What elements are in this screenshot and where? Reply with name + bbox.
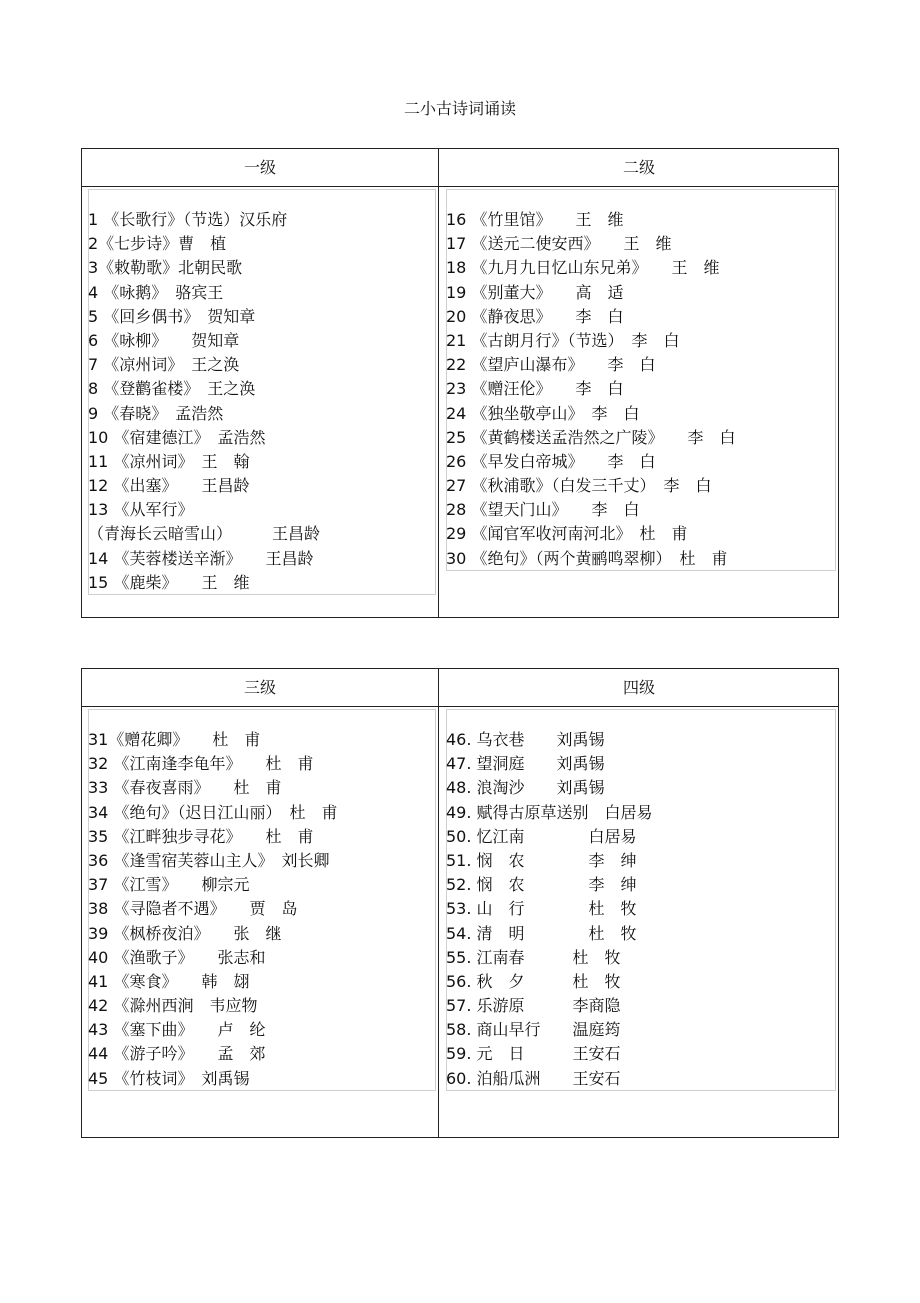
list-item: 47. 望洞庭 刘禹锡	[446, 754, 605, 774]
page-title: 二小古诗词诵读	[403, 99, 516, 118]
list-item: 19 《别董大》 高 适	[446, 282, 624, 302]
list-item: 28 《望天门山》 李 白	[446, 500, 640, 520]
list-item: 17 《送元二使安西》 王 维	[446, 234, 672, 254]
list-item: 9 《春晓》 孟浩然	[88, 403, 224, 423]
list-item: 13 《从军行》	[88, 500, 194, 520]
table-header-row	[82, 669, 838, 707]
list-item: 23 《赠汪伦》 李 白	[446, 379, 624, 399]
list-item: 58. 商山早行 温庭筠	[446, 1020, 621, 1040]
list-item: 27 《秋浦歌》（白发三千丈） 李 白	[446, 476, 712, 496]
list-item: 12 《出塞》 王昌龄	[88, 476, 250, 496]
list-item: 31《赠花卿》 杜 甫	[88, 730, 261, 749]
list-item: 7 《凉州词》 王之涣	[88, 355, 240, 375]
list-item: 57. 乐游原 李商隐	[446, 996, 621, 1016]
list-item: 21 《古朗月行》（节选） 李 白	[446, 330, 680, 350]
list-item: 48. 浪淘沙 刘禹锡	[446, 778, 605, 798]
list-item: 37 《江雪》 柳宗元	[88, 875, 250, 895]
list-item: 3《敕勒歌》北朝民歌	[88, 258, 243, 278]
list-item: 14 《芙蓉楼送辛渐》 王昌龄	[88, 548, 314, 568]
list-item: 35 《江畔独步寻花》 杜 甫	[88, 826, 314, 846]
list-item: 40 《渔歌子》 张志和	[88, 947, 266, 967]
list-item: 45 《竹枝词》 刘禹锡	[88, 1068, 250, 1088]
list-item: 33 《春夜喜雨》 杜 甫	[88, 778, 282, 798]
list-item: 52. 悯 农 李 绅	[446, 875, 637, 895]
list-item: 4 《咏鹅》 骆宾王	[88, 282, 224, 302]
list-item: 25 《黄鹤楼送孟浩然之广陵》 李 白	[446, 427, 736, 447]
column-header-level-2: 二级	[622, 158, 655, 177]
poem-list-level-2	[446, 208, 834, 571]
list-item: 24 《独坐敬亭山》 李 白	[446, 403, 640, 423]
list-item: 26 《早发白帝城》 李 白	[446, 451, 656, 471]
list-item: 8 《登鹳雀楼》 王之涣	[88, 379, 256, 399]
list-item: 16 《竹里馆》 王 维	[446, 210, 624, 229]
column-header-level-1: 一级	[243, 158, 276, 177]
list-item: 10 《宿建德江》 孟浩然	[88, 427, 266, 447]
list-item: 11 《凉州词》 王 翰	[88, 451, 250, 471]
list-item: 5 《回乡偶书》 贺知章	[88, 306, 256, 326]
list-item: 1 《长歌行》（节选）汉乐府	[88, 210, 288, 229]
table-header-row	[82, 149, 838, 187]
poem-table-1	[81, 148, 839, 618]
list-item: 55. 江南春 杜 牧	[446, 947, 621, 967]
list-item: 15 《鹿柴》 王 维	[88, 572, 250, 592]
list-item: 53. 山 行 杜 牧	[446, 899, 637, 919]
column-divider	[438, 149, 439, 617]
list-item: 36 《逢雪宿芙蓉山主人》 刘长卿	[88, 850, 330, 870]
list-item: 60. 泊船瓜洲 王安石	[446, 1068, 621, 1088]
list-item: 34 《绝句》（迟日江山丽） 杜 甫	[88, 802, 338, 822]
list-item: 49. 赋得古原草送别 白居易	[446, 802, 653, 822]
list-item: 38 《寻隐者不遇》 贾 岛	[88, 899, 298, 919]
list-item: 22 《望庐山瀑布》 李 白	[446, 355, 656, 375]
list-item: 46. 乌衣巷 刘禹锡	[446, 730, 605, 749]
list-item: 56. 秋 夕 杜 牧	[446, 971, 621, 991]
list-item: 20 《静夜思》 李 白	[446, 306, 624, 326]
list-item: 18 《九月九日忆山东兄弟》 王 维	[446, 258, 720, 278]
list-item: 51. 悯 农 李 绅	[446, 850, 637, 870]
list-item: 44 《游子吟》 孟 郊	[88, 1044, 266, 1064]
column-header-level-3: 三级	[243, 678, 276, 697]
list-item: 59. 元 日 王安石	[446, 1044, 621, 1064]
list-item: 39 《枫桥夜泊》 张 继	[88, 923, 282, 943]
list-item: 43 《塞下曲》 卢 纶	[88, 1020, 266, 1040]
list-item: 32 《江南逢李龟年》 杜 甫	[88, 754, 314, 774]
list-item: 30 《绝句》（两个黄鹂鸣翠柳） 杜 甫	[446, 548, 728, 568]
list-item: 29 《闻官军收河南河北》 杜 甫	[446, 524, 688, 544]
list-item: 41 《寒食》 韩 翃	[88, 971, 250, 991]
poem-list-level-1	[88, 208, 434, 595]
column-header-level-4: 四级	[622, 678, 655, 697]
column-divider	[438, 669, 439, 1137]
list-item: 6 《咏柳》 贺知章	[88, 330, 240, 350]
list-item: 2《七步诗》曹 植	[88, 234, 227, 254]
poem-list-level-4	[446, 728, 834, 1091]
poem-list-level-3	[88, 728, 434, 1091]
list-item: 42 《滁州西涧 韦应物	[88, 996, 258, 1016]
list-item: 50. 忆江南 白居易	[446, 826, 637, 846]
list-item: （青海长云暗雪山） 王昌龄	[88, 524, 321, 544]
poem-table-2	[81, 668, 839, 1138]
list-item: 54. 清 明 杜 牧	[446, 923, 637, 943]
